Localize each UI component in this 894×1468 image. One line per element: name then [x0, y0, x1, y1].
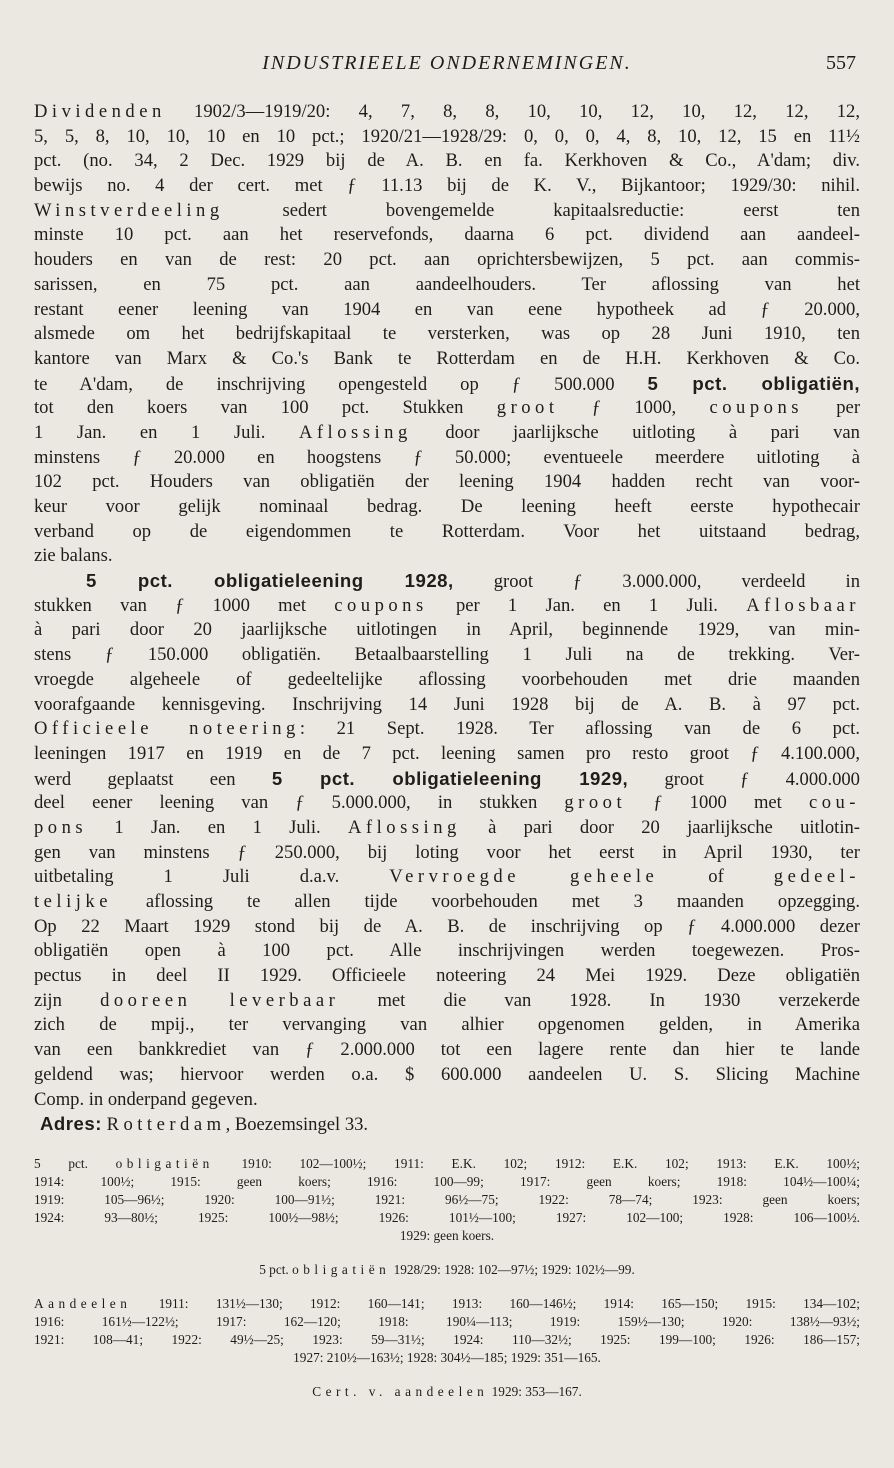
text-run: 1928/29: 1928: 102—97½; 1929: 102½—99.	[390, 1261, 635, 1277]
text-run: keur voor gelijk nominaal bedrag. De leening heeft eerste hypothecair	[34, 496, 860, 517]
text-run: houders en van de rest: 20 pct. aan oprichtersbewijzen, 5 pct. aan commis-	[34, 249, 860, 271]
text-run: aflossing te allen tijde voorbehouden met 3 maanden opzegging.	[111, 891, 860, 912]
page-number: 557	[826, 52, 856, 74]
quote-line	[34, 1313, 860, 1331]
text-line	[34, 890, 860, 915]
text-run: coupons	[334, 594, 428, 616]
text-run: Vervroegde	[389, 866, 520, 888]
text-run: of	[658, 866, 774, 888]
text-line	[34, 495, 860, 520]
text-line	[34, 298, 860, 323]
text-run: minste 10 pct. aan het reservefonds, daarna 6 pct. dividend aan aandeel-	[34, 224, 860, 246]
text-line	[34, 273, 860, 298]
quote-line	[34, 1331, 860, 1349]
text-run: 5 pct. obligatieleening 1928,	[86, 570, 454, 592]
text-run: minstens ƒ 20.000 en hoogstens ƒ 50.000; eventueele meerdere uitloting à	[34, 446, 860, 468]
text-run: per	[802, 397, 861, 419]
text-line	[34, 199, 860, 224]
text-line	[34, 125, 860, 150]
text-run: zich de mpij., ter vervanging van alhier opgenomen gelden, in Amerika	[34, 1014, 860, 1036]
text-run: voorafgaande kennisgeving. Inschrijving 14 Juni 1928 bij de A. B. à 97 pct.	[34, 693, 860, 715]
text-run: obligatiën	[292, 1261, 391, 1277]
quote-line	[34, 1173, 860, 1191]
text-line	[34, 322, 860, 347]
text-run: Aandeelen	[34, 1295, 132, 1311]
text-line	[34, 1013, 860, 1038]
text-run: ƒ 1000,	[558, 397, 710, 419]
text-run: Adres:	[40, 1113, 102, 1135]
text-run: obligatiën open à 100 pct. Alle inschrijvingen werden toegewezen. Pros-	[34, 940, 860, 962]
text-run	[520, 866, 570, 887]
text-line	[34, 347, 860, 372]
text-run: 1914: 100½; 1915: geen koers; 1916: 100—99; 1917: geen koers; 1918: 104½—100¼;	[34, 1173, 860, 1189]
text-run: 1921: 108—41; 1922: 49½—25; 1923: 59—31½; 1924: 110—32½; 1925: 199—100; 1926: 186—157;	[34, 1331, 860, 1347]
text-run: 5 pct. obligatieleening 1929,	[271, 767, 629, 789]
text-line	[34, 964, 860, 989]
text-line	[34, 791, 860, 816]
text-line	[34, 816, 860, 841]
article-body	[34, 100, 860, 1137]
text-run: door jaarlijksche uitloting à pari van	[411, 421, 860, 443]
text-line	[34, 618, 860, 643]
text-line	[34, 668, 860, 693]
text-line	[34, 693, 860, 718]
text-run: uitbetaling 1 Juli d.a.v.	[34, 866, 390, 888]
text-run: 1929: 353—167.	[488, 1383, 582, 1399]
text-line	[34, 767, 860, 792]
text-run: Aflosbaar	[746, 594, 861, 616]
text-run: Winstverdeeling	[34, 199, 224, 221]
text-run: , Boezemsingel 33.	[225, 1114, 369, 1136]
text-line	[34, 248, 860, 273]
text-line	[34, 717, 860, 742]
text-run: pct. (no. 34, 2 Dec. 1929 bij de A. B. en fa. Kerkhoven & Co., A'dam; div.	[34, 150, 860, 172]
text-run: leeningen 1917 en 1919 en de 7 pct. leening samen pro resto groot ƒ 4.100.000,	[34, 742, 860, 764]
text-line	[34, 372, 860, 397]
text-line	[34, 569, 860, 594]
text-run: 1927: 210½—163½; 1928: 304½—185; 1929: 351—165.	[293, 1349, 601, 1365]
text-run: 1 Jan. en 1 Juli.	[87, 816, 348, 838]
text-run: 1902/3—1919/20: 4, 7, 8, 8, 10, 10, 12, 10, 12, 12, 12,	[165, 101, 860, 122]
text-run: met die van 1928. In 1930 verzekerde	[339, 989, 861, 1011]
text-run: restant eener leening van 1904 en van eene hypotheek ad ƒ 20.000,	[34, 298, 860, 320]
text-run: 5 pct.	[259, 1261, 293, 1277]
text-line	[34, 1112, 860, 1137]
price-quotations	[34, 1155, 860, 1401]
text-line	[34, 100, 860, 125]
text-run: 1910: 102—100½; 1911: E.K. 102; 1912: E.K. 102; 1913: E.K. 100½;	[213, 1155, 861, 1171]
text-line	[34, 544, 860, 569]
text-run: pons	[34, 816, 88, 838]
text-run: Rotterdam	[106, 1114, 226, 1136]
text-run: werd geplaatst een	[34, 768, 272, 790]
quote-line	[34, 1349, 860, 1367]
text-run: verband op de eigendommen te Rotterdam. Voor het uitstaand bedrag,	[34, 520, 860, 542]
text-run: Aflossing	[347, 816, 461, 838]
text-run: obligatiën	[115, 1155, 214, 1171]
text-line	[34, 742, 860, 767]
text-line	[34, 1038, 860, 1063]
text-line	[34, 865, 860, 890]
text-line	[34, 520, 860, 545]
text-line	[34, 594, 860, 619]
text-run: 1911: 131½—130; 1912: 160—141; 1913: 160—146½; 1914: 165—150; 1915: 134—102;	[131, 1295, 860, 1311]
quote-line	[34, 1261, 860, 1279]
page-header	[34, 52, 860, 88]
text-run: zie balans.	[34, 545, 113, 567]
text-run: Op 22 Maart 1929 stond bij de A. B. de inschrijving op ƒ 4.000.000 dezer	[34, 915, 860, 937]
text-run: 102 pct. Houders van obligatiën der leening 1904 hadden recht van voor-	[34, 471, 860, 493]
text-run: Dividenden	[34, 101, 166, 122]
text-line	[34, 989, 860, 1014]
text-run: gen van minstens ƒ 250.000, bij loting voor het eerst in April 1930, ter	[34, 841, 860, 863]
text-run	[191, 990, 229, 1011]
text-line	[34, 643, 860, 668]
text-run: leverbaar	[229, 989, 340, 1011]
quote-line	[34, 1209, 860, 1227]
text-run: per 1 Jan. en 1 Juli.	[427, 594, 747, 616]
text-line	[34, 841, 860, 866]
text-run: 5 pct. obligatiën,	[647, 372, 860, 394]
quote-line	[34, 1155, 860, 1173]
text-run: zijn	[34, 989, 101, 1011]
text-run: Cert. v. aandeelen	[312, 1383, 489, 1399]
text-run: vroegde algeheele of gedeeltelijke aflossing voorbehouden met drie maanden	[34, 668, 860, 690]
text-run: 1 Jan. en 1 Juli.	[34, 421, 299, 443]
text-run: ƒ 1000 met	[626, 792, 809, 814]
text-run: 1916: 161½—122½; 1917: 162—120; 1918: 190¼—113; 1919: 159½—130; 1920: 138½—93½;	[34, 1313, 860, 1329]
text-line	[34, 149, 860, 174]
text-line	[34, 421, 860, 446]
quote-line	[34, 1227, 860, 1245]
text-run: tot den koers van 100 pct. Stukken	[34, 397, 497, 419]
text-run: 5 pct.	[34, 1155, 116, 1171]
text-line	[34, 939, 860, 964]
text-run: : 21 Sept. 1928. Ter aflossing van de 6 pct.	[299, 718, 860, 740]
text-run: cou-	[808, 792, 860, 814]
text-line	[34, 915, 860, 940]
text-run: van een bankkrediet van ƒ 2.000.000 tot een lagere rente dan hier te lande	[34, 1039, 860, 1061]
text-line	[34, 470, 860, 495]
text-run: alsmede om het bedrijfskapitaal te versterken, was op 28 Juni 1910, ten	[34, 323, 860, 345]
text-run: pectus in deel II 1929. Officieele noteering 24 Mei 1929. Deze obligatiën	[34, 965, 860, 987]
text-run: sedert bovengemelde kapitaalsreductie: eerst ten	[223, 199, 860, 221]
text-run: stukken van ƒ 1000 met	[34, 594, 335, 616]
text-run: groot	[564, 792, 627, 814]
quote-line	[34, 1383, 860, 1401]
text-run: 1929: geen koers.	[399, 1227, 495, 1243]
text-run: gedeel-	[773, 866, 860, 888]
quote-line	[34, 1191, 860, 1209]
text-run: Officieele noteering	[34, 718, 300, 740]
text-run: à pari door 20 jaarlijksche uitlotingen in April, beginnende 1929, van min-	[34, 619, 860, 641]
text-line	[34, 1088, 860, 1113]
quote-line	[34, 1295, 860, 1313]
text-run: Aflossing	[298, 421, 412, 443]
text-run: Comp. in onderpand gegeven.	[34, 1088, 258, 1110]
text-run: coupons	[709, 397, 803, 419]
running-title: INDUSTRIEELE ONDERNEMINGEN.	[262, 52, 632, 74]
text-run: groot	[496, 397, 559, 419]
text-run: telijke	[34, 891, 112, 912]
text-line	[34, 174, 860, 199]
text-line	[34, 223, 860, 248]
text-run: geldend was; hiervoor werden o.a. $ 600.000 aandeelen U. S. Slicing Machine	[34, 1063, 860, 1085]
text-run: geheele	[570, 866, 659, 888]
text-run: 1919: 105—96½; 1920: 100—91½; 1921: 96½—75; 1922: 78—74; 1923: geen koers;	[34, 1191, 860, 1207]
text-run: sarissen, en 75 pct. aan aandeelhouders. Ter aflossing van het	[34, 273, 860, 295]
text-run: groot ƒ 4.000.000	[628, 768, 860, 790]
text-run: kantore van Marx & Co.'s Bank te Rotterdam en de H.H. Kerkhoven & Co.	[34, 347, 860, 369]
text-run: 5, 5, 8, 10, 10, 10 en 10 pct.; 1920/21—1928/29: 0, 0, 0, 4, 8, 10, 12, 15 en 11½	[34, 125, 860, 147]
text-run: stens ƒ 150.000 obligatiën. Betaalbaarstelling 1 Juli na de trekking. Ver-	[34, 644, 860, 666]
text-run: deel eener leening van ƒ 5.000.000, in stukken	[34, 792, 565, 814]
text-line	[34, 396, 860, 421]
text-line	[34, 446, 860, 471]
text-run: te A'dam, de inschrijving opengesteld op ƒ 500.000	[34, 373, 648, 395]
text-run: groot ƒ 3.000.000, verdeeld in	[453, 571, 860, 593]
text-run: à pari door 20 jaarlijksche uitlotin-	[460, 816, 860, 838]
text-run: dooreen	[100, 989, 192, 1011]
text-run: bewijs no. 4 der cert. met ƒ 11.13 bij de K. V., Bijkantoor; 1929/30: nihil.	[34, 175, 860, 197]
text-run: 1924: 93—80½; 1925: 100½—98½; 1926: 101½—100; 1927: 102—100; 1928: 106—100½.	[34, 1209, 860, 1225]
text-line	[34, 1063, 860, 1088]
